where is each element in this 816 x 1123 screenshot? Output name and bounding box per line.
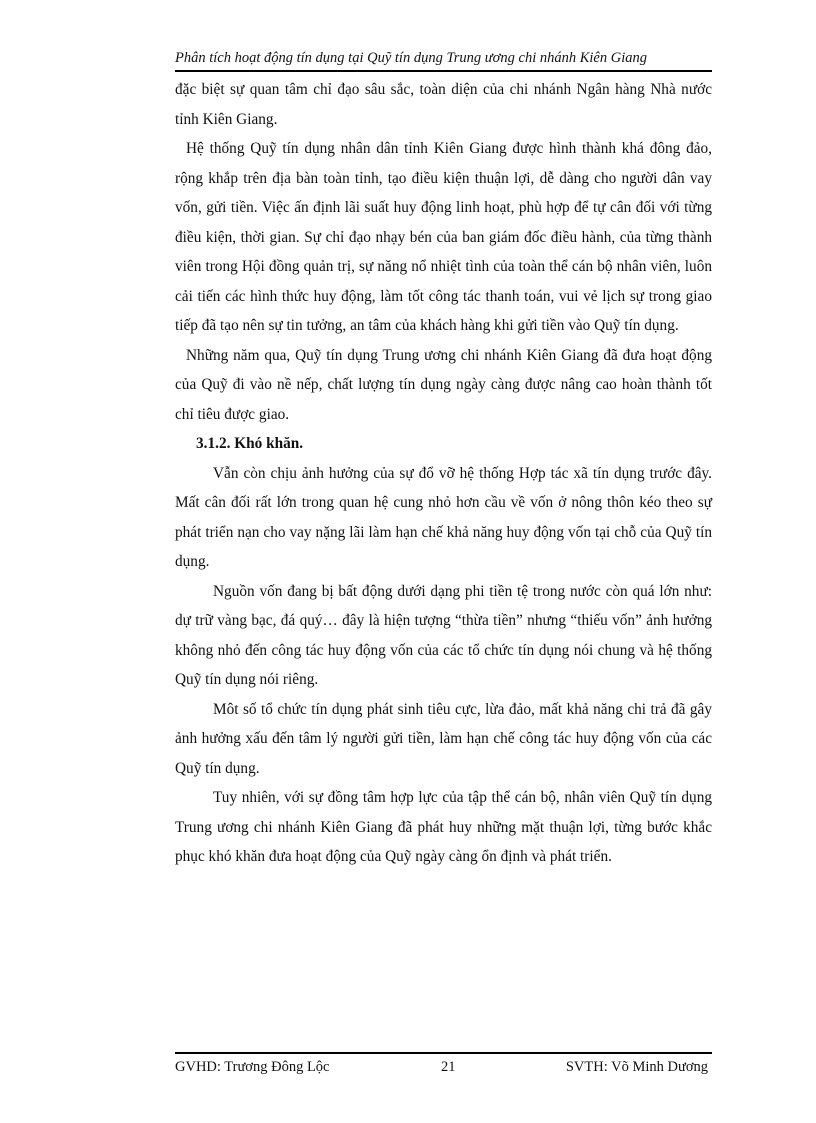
paragraph-system-overview: Hệ thống Quỹ tín dụng nhân dân tỉnh Kiên Giang được hình thành khá đông đảo, rộng khắp trên địa bàn toàn tỉnh, tạo điều kiện thuận lợi, dễ dàng cho người dân vay vốn, gửi tiền. Việc ấn định lãi suất huy động linh hoạt, phù hợp để tự cân đối với từng điều kiện, thời gian. Sự chỉ đạo nhạy bén của ban giám đốc điều hành, của từng thành viên trong Hội đồng quản trị, sự năng nổ nhiệt tình của toàn thể cán bộ nhân viên, luôn cải tiến các hình thức huy động, làm tốt công tác thanh toán, vui vẻ lịch sự trong giao tiếp đã tạo nên sự tin tưởng, an tâm của khách hàng khi gửi tiền vào Quỹ tín dụng. bbox=[175, 140, 712, 334]
paragraph-difficulty-3: Môt số tổ chức tín dụng phát sinh tiêu cực, lừa đảo, mất khả năng chi trả đã gây ảnh hưởng xấu đến tâm lý người gửi tiền, làm hạn chế công tác huy động vốn của các Quỹ tín dụng. bbox=[175, 700, 712, 777]
paragraph-recent-years: Những năm qua, Quỹ tín dụng Trung ương chi nhánh Kiên Giang đã đưa hoạt động của Quỹ đi vào nề nếp, chất lượng tín dụng ngày càng được nâng cao hoàn thành tốt chỉ tiêu được giao. bbox=[175, 346, 712, 423]
paragraph-conclusion: Tuy nhiên, với sự đồng tâm hợp lực của tập thể cán bộ, nhân viên Quỹ tín dụng Trung ương chi nhánh Kiên Giang đã phát huy những mặt thuận lợi, từng bước khắc phục khó khăn đưa hoạt động của Quỹ ngày càng ổn định và phát triển. bbox=[175, 789, 712, 865]
page-number: 21 bbox=[441, 1059, 456, 1075]
footer-student: SVTH: Võ Minh Dương bbox=[565, 1059, 708, 1075]
paragraph-difficulty-1: Vẫn còn chịu ảnh hưởng của sự đổ vỡ hệ thống Hợp tác xã tín dụng trước đây. Mất cân đối rất lớn trong quan hệ cung nhỏ hơn cầu về vốn ở nông thôn kéo theo sự phát triển nạn cho vay nặng lãi làm hạn chế khả năng huy động vốn tại chỗ của Quỹ tín dụng. bbox=[175, 464, 712, 570]
header-divider bbox=[175, 70, 712, 72]
page-content bbox=[175, 75, 712, 872]
section-heading-difficulties: 3.1.2. Khó khăn. bbox=[196, 435, 304, 452]
footer-advisor: GVHD: Trương Đông Lộc bbox=[175, 1059, 330, 1075]
footer-divider bbox=[175, 1052, 712, 1054]
paragraph-difficulty-2: Nguồn vốn đang bị bất động dưới dạng phi tiền tệ trong nước còn quá lớn như: dự trữ vàng bạc, đá quý… đây là hiện tượng “thừa tiền” nhưng “thiếu vốn” ảnh hưởng không nhỏ đến công tác huy động vốn của các tổ chức tín dụng nói chung và hệ thống Quỹ tín dụng nói riêng. bbox=[175, 582, 712, 688]
paragraph-continuation: đặc biệt sự quan tâm chỉ đạo sâu sắc, toàn diện của chi nhánh Ngân hàng Nhà nước tỉnh Kiên Giang. bbox=[175, 81, 712, 128]
running-header: Phân tích hoạt động tín dụng tại Quỹ tín dụng Trung ương chi nhánh Kiên Giang bbox=[175, 50, 647, 66]
